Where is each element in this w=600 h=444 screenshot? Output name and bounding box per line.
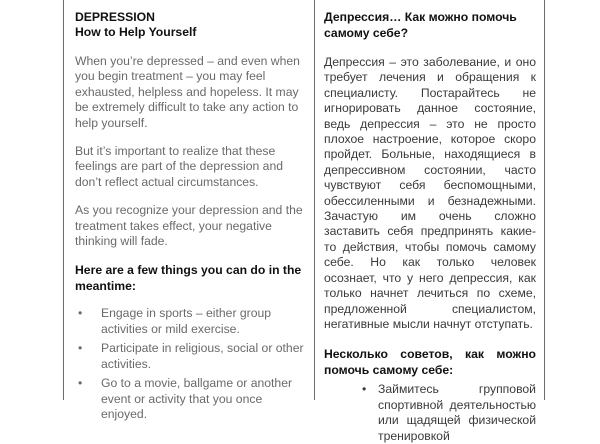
tips-list [75, 306, 307, 422]
russian-column [314, 0, 545, 443]
bullet-icon: • [78, 341, 83, 356]
list-item-text: Participate in religious, social or other activities. [101, 341, 304, 371]
bullet-icon: • [362, 382, 367, 397]
list-item-text: Займитесь групповой спортивной деятельностью или щадящей физической тренировкой [378, 382, 536, 443]
list-item-text: Engage in sports – either group activities or mild exercise. [101, 306, 272, 336]
list-item [75, 376, 307, 422]
russian-tips-list [324, 382, 536, 444]
feelings-paragraph: But it’s important to realize that these feelings are part of the depression and don’t reflect actual circumstances. [75, 144, 284, 189]
document-subtitle: How to Help Yourself [75, 25, 197, 39]
list-item-text: Go to a movie, ballgame or another event or activity that you once enjoyed. [101, 376, 293, 421]
intro-paragraph: When you’re depressed – and even when you begin treatment – you may feel exhausted, helpless and hopeless. It may be extremely difficult to take any action to help yourself. [75, 54, 300, 130]
bullet-icon: • [78, 376, 83, 391]
russian-title: Депрессия… Как можно помочь самому себе? [324, 10, 517, 40]
list-item [75, 341, 307, 372]
list-item [360, 382, 536, 444]
document-title: DEPRESSION [75, 10, 155, 24]
bullet-icon: • [78, 306, 83, 321]
english-column [63, 0, 315, 421]
recovery-paragraph: As you recognize your depression and the treatment takes effect, your negative thinking will fade. [75, 203, 303, 249]
list-item [75, 306, 307, 337]
tips-heading: Here are a few things you can do in the meantime: [75, 263, 302, 294]
russian-tips-heading: Несколько советов, как можно помочь самому себе: [324, 347, 536, 378]
russian-paragraph: Депрессия – это заболевание, и оно требует лечения и обращения к специалисту. Постарайтесь не игнорировать данное состояние, ведь депрессия – это не просто плохое настроение, которое скоро пройдет. Больные, находящиеся в депрессивном состоянии, часто чувствуют себя беспомощными, обессиленными и безнадежными. Зачастую им очень сложно заставить себя предпринять какие-то действия, чтобы помочь самому себе. Но как только человек осознает, что у него депрессия, как только начнет лечиться по схеме, предложенной специалистом, негативные мысли начнут отступать. [324, 55, 536, 331]
